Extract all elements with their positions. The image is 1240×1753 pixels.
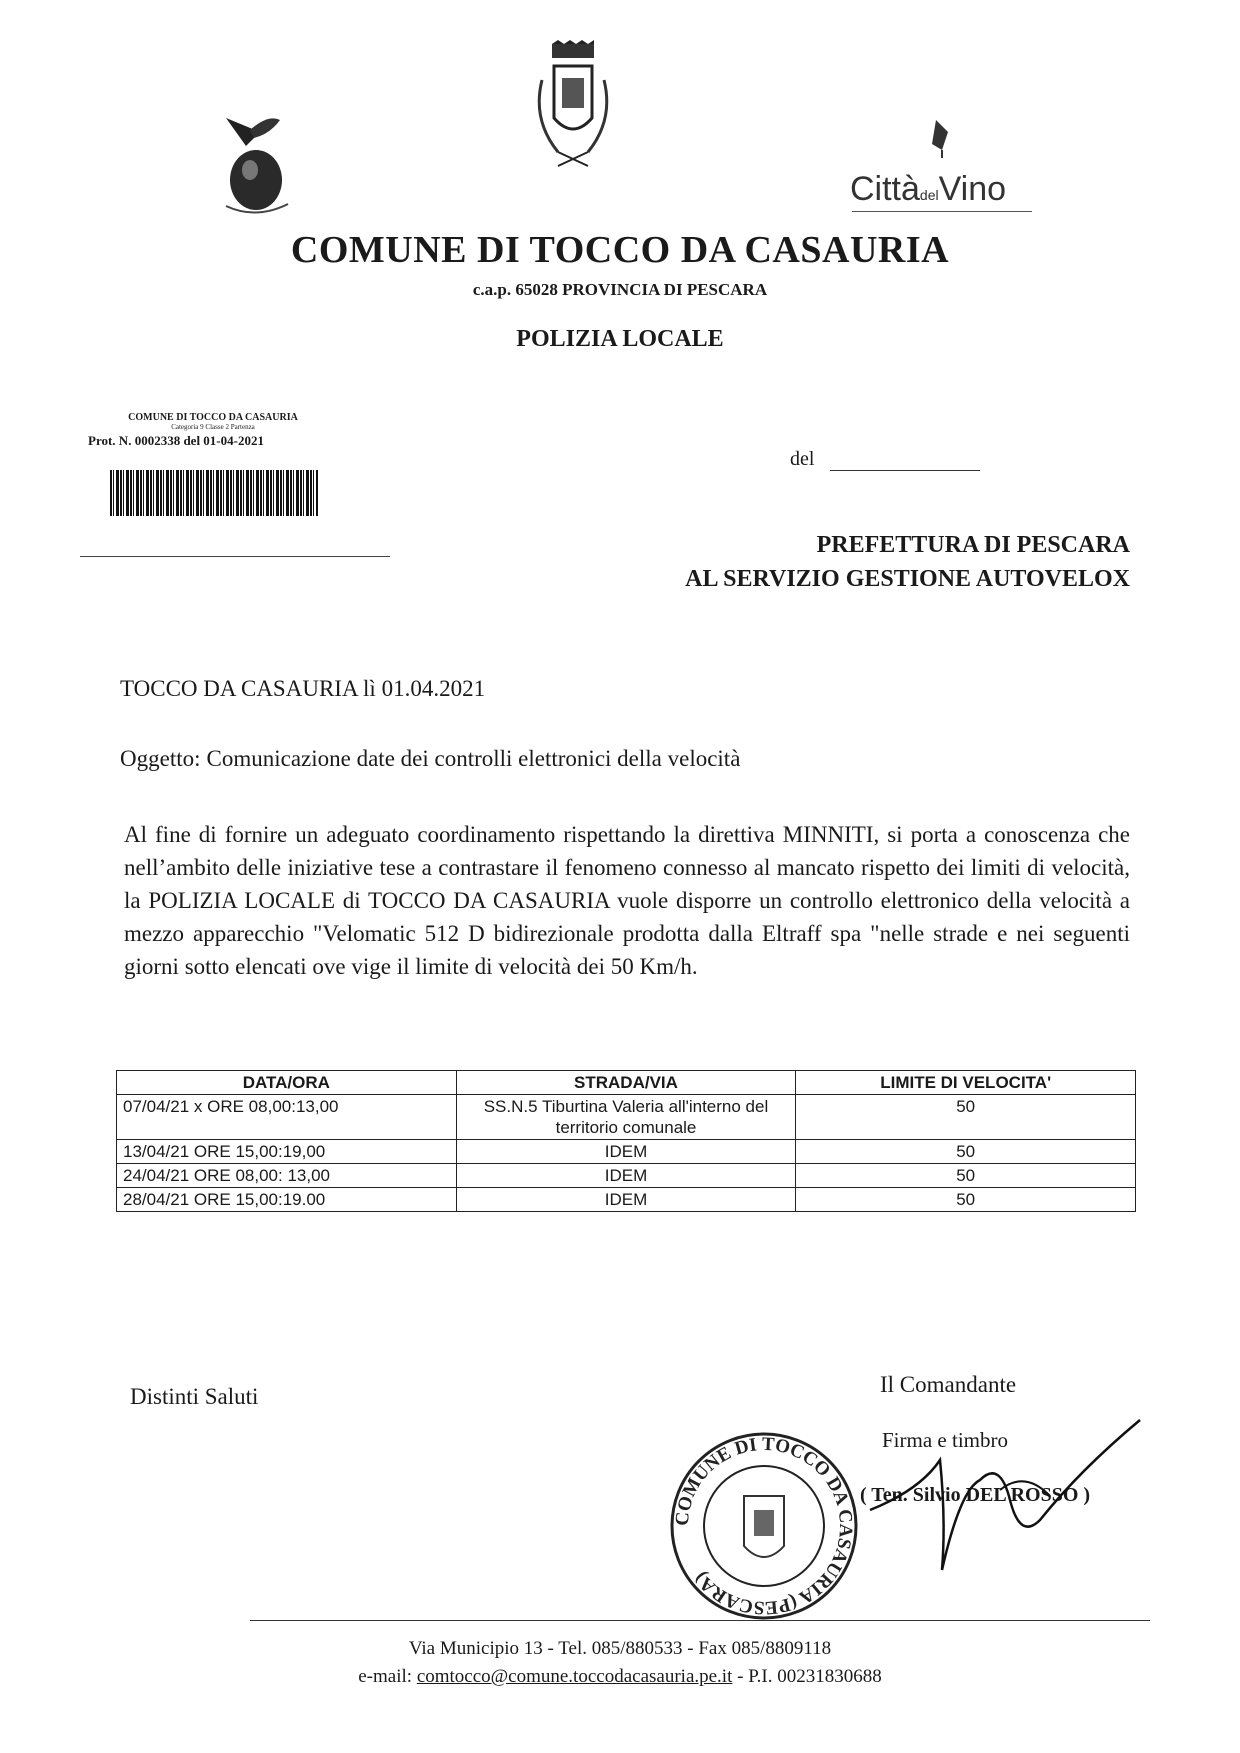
addressee-line-1: PREFETTURA DI PESCARA — [816, 532, 1130, 558]
protocol-barcode — [110, 470, 318, 516]
municipal-stamp-icon — [664, 1426, 864, 1626]
table-row — [117, 1164, 1136, 1188]
signature-label: Firma e timbro — [882, 1428, 1008, 1452]
table-row — [117, 1095, 1136, 1140]
addressee-line-2: AL SERVIZIO GESTIONE AUTOVELOX — [685, 566, 1130, 592]
footer-contacts: Via Municipio 13 - Tel. 085/880533 - Fax 085/8809118 — [408, 1638, 832, 1659]
table-header-cell: DATA/ORA — [117, 1071, 457, 1095]
table-cell-date: 13/04/21 ORE 15,00:19,00 — [117, 1140, 457, 1164]
table-cell-date: 24/04/21 ORE 08,00: 13,00 — [117, 1164, 457, 1188]
table-cell-limit: 50 — [796, 1140, 1136, 1164]
table-cell-road: IDEM — [456, 1140, 796, 1164]
protocol-line-2: Categoria 9 Classe 2 Partenza — [171, 423, 255, 431]
footer-email-link[interactable]: comtocco@comune.toccodacasauria.pe.it — [416, 1666, 733, 1687]
municipal-crest-icon — [528, 40, 618, 180]
footer-divider — [250, 1620, 1150, 1621]
signatory-name: ( Ten. Silvio DEL ROSSO ) — [860, 1484, 1091, 1506]
closing-salutation: Distinti Saluti — [130, 1384, 259, 1409]
table-cell-date: 28/04/21 ORE 15,00:19.00 — [117, 1188, 457, 1212]
table-header-cell: STRADA/VIA — [456, 1071, 796, 1095]
protocol-divider — [80, 556, 390, 557]
page-title: COMUNE DI TOCCO DA CASAURIA — [290, 229, 950, 271]
body-paragraph: Al fine di fornire un adeguato coordinamento rispettando la direttiva MINNITI, si porta a conoscenza che nell’ambito delle iniziative tese a contrastare il fenomeno connesso al mancato rispetto dei limiti di velocità, la POLIZIA LOCALE di TOCCO DA CASAURIA vuole disporre un controllo elettronico della velocità a mezzo apparecchio "Velomatic 512 D bidirezionale prodotta dalla Eltraff spa "nelle strade e nei seguenti giorni sotto elencati ove vige il limite di velocità dei 50 Km/h. — [124, 822, 1130, 979]
table-header-row — [117, 1071, 1136, 1095]
table-cell-date: 07/04/21 x ORE 08,00:13,00 — [117, 1095, 457, 1140]
table-header-cell: LIMITE DI VELOCITA' — [796, 1071, 1136, 1095]
place-date: TOCCO DA CASAURIA lì 01.04.2021 — [120, 676, 486, 701]
citta-del-vino-text: CittàdelVino — [850, 170, 1007, 208]
subject-label: Oggetto: — [120, 746, 201, 771]
table-cell-road: IDEM — [456, 1188, 796, 1212]
del-blank-line — [830, 470, 980, 471]
protocol-number: Prot. N. 0002338 del 01-04-2021 — [88, 433, 264, 448]
handwritten-signature-icon — [850, 1400, 1150, 1580]
protocol-stamp — [88, 412, 338, 449]
subject-line — [120, 746, 740, 772]
table-cell-road: IDEM — [456, 1164, 796, 1188]
table-cell-limit: 50 — [796, 1164, 1136, 1188]
footer-email-line — [0, 1666, 1240, 1688]
citta-del-vino-logo-icon — [928, 116, 958, 160]
table-cell-limit: 50 — [796, 1095, 1136, 1140]
signatory-role: Il Comandante — [880, 1372, 1017, 1397]
protocol-line-1: COMUNE DI TOCCO DA CASAURIA — [128, 412, 298, 423]
table-cell-limit: 50 — [796, 1188, 1136, 1212]
stamp-text: COMUNE DI TOCCO DA CASAURIA (PESCARA) — [671, 1433, 857, 1619]
olive-logo-icon — [216, 112, 316, 222]
page-subtitle: c.a.p. 65028 PROVINCIA DI PESCARA — [472, 280, 768, 299]
citta-del-vino-underline — [852, 211, 1032, 212]
subject-text: Comunicazione date dei controlli elettronici della velocità — [206, 746, 741, 771]
table-row — [117, 1140, 1136, 1164]
table-cell-road: SS.N.5 Tiburtina Valeria all'interno del territorio comunale — [456, 1095, 796, 1140]
footer-vat: - P.I. 00231830688 — [737, 1666, 882, 1687]
footer-email-label: e-mail: — [358, 1666, 413, 1687]
schedule-table — [116, 1070, 1136, 1212]
table-row — [117, 1188, 1136, 1212]
del-label: del — [790, 448, 815, 470]
department-name: POLIZIA LOCALE — [516, 326, 724, 352]
